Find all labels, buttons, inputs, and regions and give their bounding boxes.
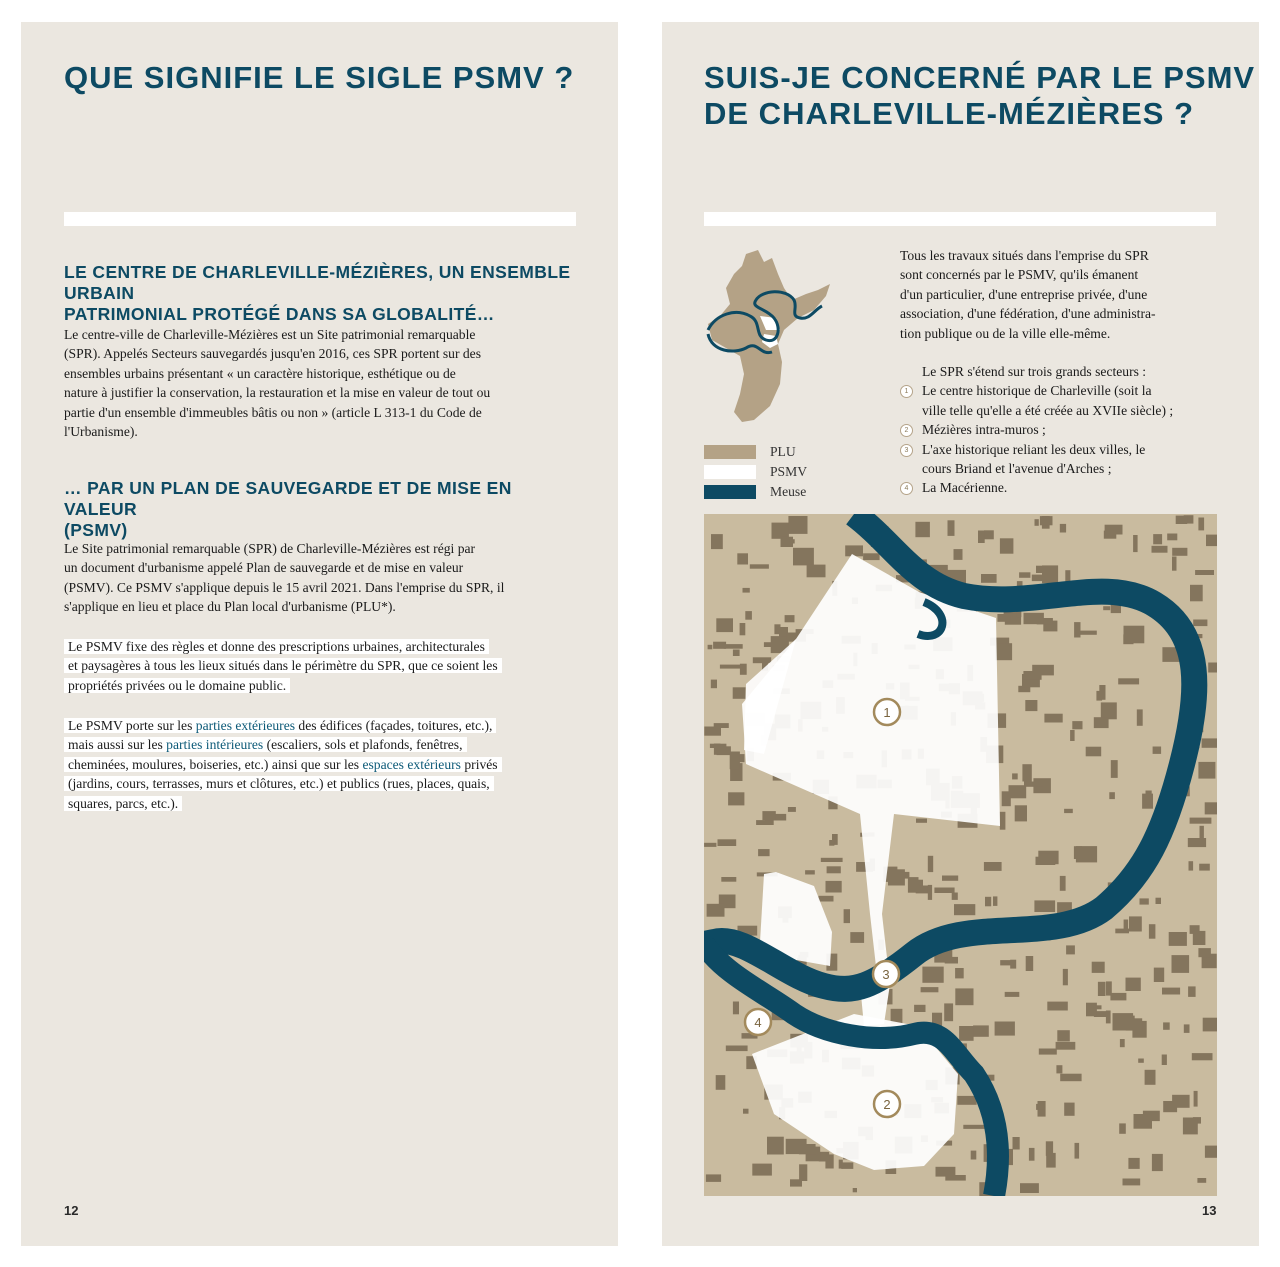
building-block [1110,993,1126,1001]
section-heading-psmv [64,478,584,541]
building-block [1013,1137,1020,1150]
building-block [728,792,744,805]
building-block [1009,785,1027,798]
building-block [740,623,746,635]
building-block [1120,1039,1125,1047]
sector-text: L'axe historique reliant les deux villes, le [922,441,1146,457]
detailed-map [704,514,1217,1196]
building-block [1193,620,1207,627]
building-block [1195,570,1214,575]
building-block [737,553,748,564]
building-block [819,896,834,902]
svg-text:2: 2 [883,1097,891,1112]
building-block [1080,631,1097,635]
building-block [963,1125,984,1129]
building-block [1029,1148,1035,1161]
building-block [1056,1065,1062,1073]
building-block [955,988,973,1005]
building-block [1010,960,1016,969]
building-block [1162,1055,1167,1066]
building-block [788,807,796,812]
building-block [914,1005,925,1012]
body-line: Le centre-ville de Charleville-Mézières est un Site patrimonial remarquable [64,327,476,342]
building-block [740,664,747,675]
building-block [1146,791,1152,805]
building-block [1022,764,1031,781]
building-block [1072,721,1082,729]
highlight-line: propriétés privées ou le domaine public. [64,678,290,693]
building-block [984,862,1002,871]
building-block [733,650,740,657]
building-block [1198,948,1211,957]
building-block [1098,982,1106,996]
building-block [1026,956,1034,971]
body-line: nature à justifier la conservation, la restauration et la mise en valeur de tout ou [64,385,491,401]
building-block [1198,762,1215,779]
body-line: Tous les travaux situés dans l'emprise du SPR [900,248,1149,263]
highlight-line: squares, parcs, etc.). [64,796,182,811]
building-block [1000,812,1006,830]
section-body-centre [64,325,584,441]
sector-item [898,420,1228,439]
building-block [750,564,769,568]
sector-number-badge: 3 [900,444,913,457]
building-block [1036,1104,1044,1110]
building-block [1167,534,1177,541]
term-exterior-spaces: espaces extérieurs [362,756,461,772]
building-block [827,866,841,873]
legend-swatch [704,485,756,499]
building-block [921,987,939,992]
building-block [1202,738,1217,747]
building-block [1193,931,1206,945]
building-block [1057,1030,1070,1041]
building-block [716,1075,726,1090]
building-block [1189,861,1194,870]
building-block [1199,864,1210,871]
building-block [743,588,750,593]
building-block [720,665,740,669]
building-block [1133,535,1138,552]
building-block [1012,773,1018,779]
building-block [1172,557,1177,571]
building-block [805,870,815,874]
building-block [1124,626,1145,644]
legend-item-meuse [704,482,807,502]
building-block [1143,1111,1160,1121]
building-block [1154,968,1164,982]
building-block [829,840,834,846]
building-block [1194,1091,1198,1107]
building-block [1140,898,1149,904]
legend-item-psmv [704,462,807,482]
title-line: DE CHARLEVILLE-MÉZIÈRES ? [704,96,1195,131]
building-block [1206,535,1217,547]
building-block [954,549,963,560]
building-block [1023,671,1041,680]
building-block [708,645,713,650]
building-block [1063,969,1068,985]
building-block [1086,747,1102,757]
building-block [945,1175,966,1181]
building-block [1129,916,1142,931]
building-block [714,744,721,755]
svg-text:3: 3 [882,967,890,982]
building-block [1113,1013,1134,1030]
body-line: (PSMV). Ce PSMV s'applique depuis le 15 avril 2021. Dans l'emprise du SPR, il [64,579,505,595]
legend-item-plu [704,442,807,462]
building-block [716,618,733,632]
building-block [1094,717,1109,728]
building-block [995,643,1012,660]
building-block [1103,606,1110,610]
building-block [1190,585,1203,602]
building-block [1034,900,1055,912]
building-block [1035,519,1039,526]
building-block [1024,613,1044,624]
highlight-line: (jardins, cours, terrasses, murs et clôtures, etc.) et publics (rues, places, quais, [64,776,494,791]
building-block [1124,920,1129,933]
building-block [1111,760,1118,778]
sectors-list [898,362,1228,498]
building-block [942,876,958,881]
building-block [955,968,964,978]
section-heading-line: PATRIMONIAL PROTÉGÉ DANS SA GLOBALITÉ… [64,304,495,324]
building-block [1208,663,1217,673]
building-block [1172,955,1190,973]
body-line: d'un particulier, d'une entreprise privée, d'une [900,286,1148,302]
building-block [788,516,807,534]
detailed-map-svg [704,514,1217,1196]
building-block [772,523,789,539]
building-block [743,1109,749,1114]
building-block [1025,700,1037,711]
building-block [733,1002,739,1015]
highlight-box-scope [64,716,594,813]
building-block [934,888,954,894]
building-block [1137,709,1143,725]
intro-text [900,246,1220,343]
building-block [1184,1024,1190,1033]
title-line: SUIS-JE CONCERNÉ PAR LE PSMV [704,60,1256,95]
term-interior-parts: parties intérieures [166,737,264,753]
building-block [952,893,958,900]
building-block [1138,1059,1144,1063]
building-block [1153,534,1162,544]
page-number: 12 [64,1203,79,1218]
sector-text: Mézières intra-muros ; [922,422,1046,438]
building-block [1163,1022,1170,1029]
building-block [1188,986,1196,997]
building-block [1105,525,1123,535]
building-block [1197,1178,1206,1183]
building-block [1109,792,1115,799]
building-block [1042,565,1058,583]
building-block [1123,1179,1141,1186]
building-block [1039,1049,1057,1055]
building-block [863,553,880,560]
building-block [1190,818,1212,824]
sectors-intro: Le SPR s'étend sur trois grands secteurs : [922,364,1147,379]
svg-text:1: 1 [883,705,891,720]
left-page [21,22,618,1246]
building-block [973,1025,989,1036]
building-block [819,1152,829,1162]
building-block [1040,516,1053,525]
building-block [785,615,795,622]
building-block [844,909,850,923]
building-block [1145,1070,1156,1085]
highlight-line: Le PSMV porte sur les parties extérieures des édifices (façades, toitures, etc.), [64,718,496,733]
sector-text: cours Briand et l'avenue d'Arches ; [922,461,1112,477]
body-line: ensembles urbains présentant « un caractère historique, esthétique ou de [64,365,456,381]
building-block [853,1188,857,1192]
building-block [850,932,864,943]
building-block [1074,622,1080,637]
building-block [1064,809,1073,813]
building-block [752,1164,772,1176]
building-block [711,680,717,689]
page-title-right [704,60,1255,132]
building-block [1015,805,1027,821]
building-block [1192,1053,1213,1060]
body-line: (SPR). Appelés Secteurs sauvegardés jusqu'en 2016, ces SPR portent sur des [64,346,482,362]
building-block [922,967,943,983]
map-legend [704,442,807,502]
building-block [767,1137,784,1155]
sector-number-badge: 1 [900,385,913,398]
building-block [1024,782,1043,787]
sector-text: ville telle qu'elle a été créée au XVIIe siècle) ; [922,402,1174,418]
building-block [1205,802,1217,814]
building-block [1086,1003,1097,1017]
building-block [1044,714,1062,723]
highlight-line: mais aussi sur les parties intérieures (escaliers, sols et plafonds, fenêtres, [64,737,467,752]
right-page [662,22,1259,1246]
building-block [826,881,842,893]
building-block [730,752,740,770]
building-block [1000,538,1014,553]
map-marker-1 [874,699,900,725]
title-divider [704,212,1216,226]
building-block [944,1003,953,1021]
building-block [1176,516,1188,524]
building-block [993,896,997,906]
building-block [781,537,794,547]
body-line: s'applique en lieu et place du Plan local d'urbanisme (PLU*). [64,599,396,615]
section-heading-line: LE CENTRE DE CHARLEVILLE-MÉZIÈRES, UN ENSEMBLE URBAIN [64,262,571,303]
legend-swatch [704,445,756,459]
building-block [1172,548,1187,556]
title-divider [64,212,576,226]
building-block [1092,962,1105,973]
building-block [1205,1146,1217,1158]
building-block [916,819,927,823]
building-block [1060,524,1066,533]
legend-swatch [704,465,756,479]
building-block [721,877,736,882]
legend-label: Meuse [770,484,807,499]
building-block [762,811,775,820]
building-block [1070,730,1075,741]
building-block [1169,932,1187,946]
sector-item [898,478,1228,497]
building-block [704,843,716,847]
sector-item [898,440,1228,479]
highlight-line: cheminées, moulures, boiseries, etc.) ainsi que sur les espaces extérieurs privés [64,757,502,772]
building-block [1075,1143,1080,1159]
building-block [1152,1154,1163,1171]
building-block [1101,702,1117,719]
page-title-left: QUE SIGNIFIE LE SIGLE PSMV ? [64,60,575,95]
building-block [1153,747,1162,754]
building-block [841,1162,853,1169]
building-block [985,897,991,907]
building-block [971,1151,977,1160]
building-block [726,1046,748,1052]
building-block [915,522,930,537]
sector-item [898,381,1228,420]
building-block [733,687,746,699]
section-heading-line: … PAR UN PLAN DE SAUVEGARDE ET DE MISE EN VALEUR [64,478,512,519]
body-line: association, d'une fédération, d'une administra- [900,306,1156,322]
body-line: un document d'urbanisme appelé Plan de sauvegarde et de mise en valeur [64,560,464,576]
building-block [704,727,721,736]
building-block [1019,572,1030,578]
body-line: l'Urbanisme). [64,424,138,440]
building-block [1188,838,1206,847]
body-line: sont concernés par le PSMV, qu'ils émanent [900,267,1139,283]
building-block [1046,1153,1056,1168]
building-block [1152,546,1168,553]
building-block [845,545,863,556]
building-block [1076,846,1097,862]
page-number: 13 [1202,1203,1217,1218]
building-block [1128,1158,1139,1169]
building-block [1066,945,1075,954]
building-block [888,869,905,885]
building-block [707,904,725,917]
building-block [793,548,814,566]
building-block [1106,1011,1111,1024]
svg-text:4: 4 [754,1015,762,1030]
building-block [1126,978,1141,991]
section-body-psmv [64,539,584,617]
building-block [807,565,826,578]
building-block [786,1139,807,1154]
sector-number-badge: 2 [900,424,913,437]
body-line: tion publique ou de la ville elle-même. [900,325,1111,341]
building-block [745,611,752,620]
legend-label: PLU [770,444,796,459]
building-block [954,904,975,915]
building-block [711,534,723,549]
building-block [1039,854,1054,861]
building-block [960,1029,969,1038]
building-block [1198,518,1204,531]
building-block [1047,1002,1068,1011]
sector-text: La Macérienne. [922,480,1008,496]
building-block [981,574,997,583]
building-block [978,531,985,544]
building-block [1156,898,1162,904]
highlight-line: Le PSMV fixe des règles et donne des prescriptions urbaines, architecturales [64,639,489,654]
building-block [753,657,771,663]
body-line: Le Site patrimonial remarquable (SPR) de Charleville-Mézières est régi par [64,541,476,556]
section-heading-line: (PSMV) [64,520,128,540]
building-block [1119,1123,1126,1133]
building-block [1203,1018,1217,1032]
sector-text: Le centre historique de Charleville (soit la [922,383,1152,399]
building-block [1162,988,1180,995]
building-block [718,839,737,846]
legend-label: PSMV [770,464,808,479]
building-block [928,856,933,872]
building-block [997,614,1010,622]
building-block [1096,691,1102,701]
building-block [1060,876,1066,891]
building-block [1020,1183,1039,1193]
building-block [706,1174,721,1182]
map-marker-3 [873,961,899,987]
section-heading-centre [64,262,584,325]
overview-map [706,244,836,424]
building-block [1118,678,1139,684]
building-block [713,642,726,649]
building-block [957,1096,976,1105]
building-block [774,624,780,634]
building-block [1163,1101,1177,1112]
building-block [1060,1074,1081,1082]
building-block [995,1022,1015,1036]
sector-number-badge: 4 [900,482,913,495]
building-block [1064,1103,1074,1116]
building-block [984,530,994,539]
building-block [1056,1042,1076,1050]
building-block [821,858,843,862]
highlight-line: et paysagères à tous les lieux situés dans le périmètre du SPR, que ce soient les [64,658,502,673]
building-block [724,644,743,649]
body-line: partie d'un ensemble d'immeubles bâtis ou non » (article L 313-1 du Code de [64,404,482,420]
building-block [756,820,774,825]
map-marker-4 [745,1009,771,1035]
building-block [799,1164,807,1181]
highlight-box-rules [64,637,594,695]
building-block [1149,924,1156,939]
building-block [758,849,770,856]
map-marker-2 [874,1091,900,1117]
building-block [948,520,955,536]
building-block [1183,1118,1198,1135]
building-block [1005,992,1020,997]
term-exterior-parts: parties extérieures [195,718,296,733]
building-block [908,877,919,893]
building-block [928,885,932,900]
